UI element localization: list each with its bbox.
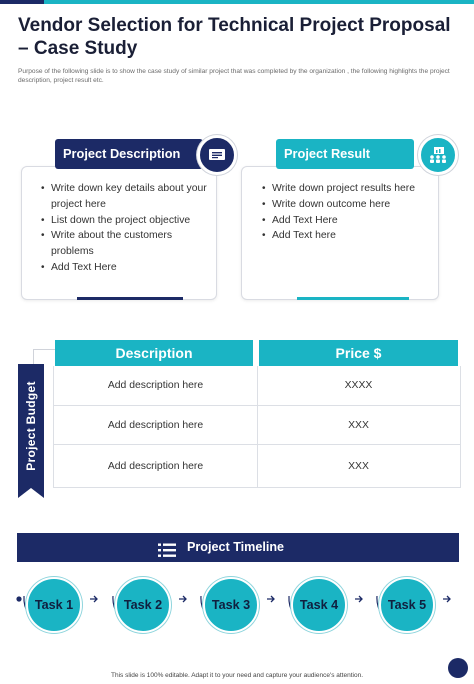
budget-fold-line (33, 349, 56, 365)
project-timeline-heading: Project Timeline (187, 540, 285, 554)
description-cell: Add description here (54, 445, 258, 487)
arrow-right-icon (178, 594, 188, 604)
list-item: • Write down key details about your project here (33, 181, 216, 213)
list-item: • Add Text Here (254, 213, 438, 229)
arrow-right-icon (89, 594, 99, 604)
task-node (193, 572, 265, 636)
task-node (16, 572, 88, 636)
task-node (369, 572, 441, 636)
price-cell: XXXX (344, 380, 373, 391)
list-item: • Add Text here (254, 228, 438, 244)
card-underline (77, 297, 183, 300)
task-4: Task 4 (291, 577, 347, 633)
list-item: • Write about the customers problems (33, 228, 216, 260)
project-description-list (33, 181, 216, 276)
task-3: Task 3 (203, 577, 259, 633)
list-item: • Add Text Here (33, 260, 216, 276)
timeline-start-dot (14, 594, 24, 604)
list-item: • Write down outcome here (254, 197, 438, 213)
task-5: Task 5 (379, 577, 435, 633)
project-timeline-bar (17, 533, 459, 562)
budget-table-body (53, 366, 461, 488)
task-2: Task 2 (115, 577, 171, 633)
project-budget-label: Project Budget (24, 381, 38, 471)
price-cell: XXX (348, 460, 369, 472)
table-row (54, 406, 460, 445)
project-result-card (241, 166, 439, 300)
corner-dot (448, 658, 468, 678)
project-description-card (21, 166, 217, 300)
project-budget-tab (18, 364, 44, 488)
page-title: Vendor Selection for Technical Project Proposal – Case Study (18, 15, 451, 59)
footer-note: This slide is 100% editable. Adapt it to your need and capture your audience's attention. (110, 672, 363, 679)
project-result-heading: Project Result (276, 139, 414, 169)
page-subtitle: Purpose of the following slide is to show the case study of similar project that was completed by the organization , the following highlights the project description, project result etc. (18, 68, 450, 84)
column-header-price: Price $ (259, 340, 458, 366)
card-underline (297, 297, 409, 300)
list-icon (158, 540, 176, 569)
arrow-right-icon (354, 594, 364, 604)
task-node (281, 572, 353, 636)
arrow-right-icon (266, 594, 276, 604)
list-item: • Write down project results here (254, 181, 438, 197)
project-description-heading: Project Description (55, 139, 203, 169)
task-node (105, 572, 177, 636)
price-cell: XXX (348, 419, 369, 431)
description-cell: Add description here (54, 366, 258, 405)
top-accent-bar (0, 0, 474, 4)
table-row (54, 445, 460, 487)
list-item: • List down the project objective (33, 213, 216, 229)
description-cell: Add description here (54, 406, 258, 444)
table-row (54, 366, 460, 406)
task-1: Task 1 (26, 577, 82, 633)
top-accent-dark (0, 0, 44, 4)
column-header-description: Description (55, 340, 253, 366)
team-presentation-icon (418, 135, 458, 175)
project-result-list (254, 181, 438, 244)
arrow-right-icon (442, 594, 452, 604)
presentation-screen-icon (197, 135, 237, 175)
